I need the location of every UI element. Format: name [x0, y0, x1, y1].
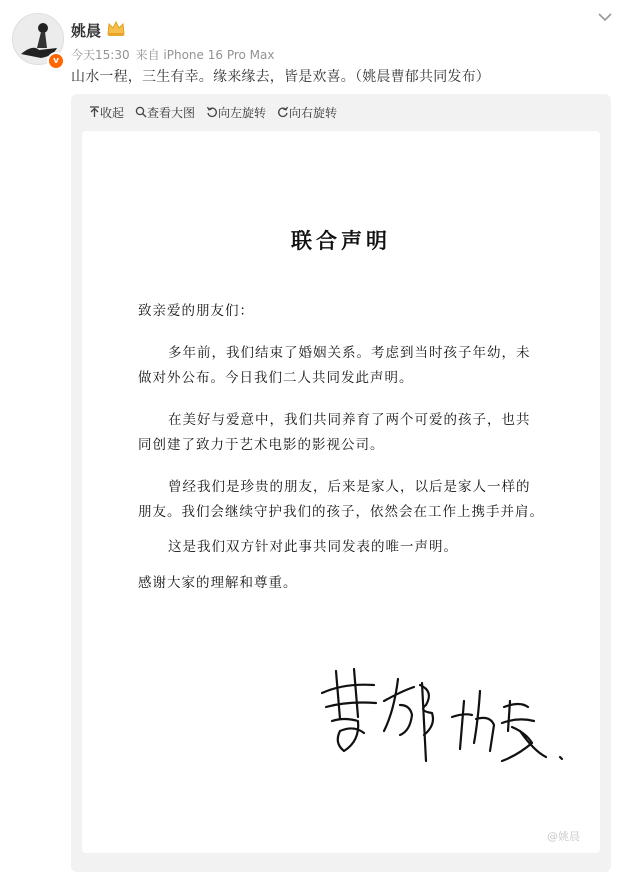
- image-toolbar: [89, 104, 348, 120]
- paragraph-1-line-2: 做对外公布。今日我们二人共同发此声明。: [138, 370, 414, 386]
- paragraph-1-line-1: 多年前，我们结束了婚姻关系。考虑到当时孩子年幼，未: [168, 345, 531, 361]
- zoom-icon: [135, 106, 147, 118]
- rotate-left-button[interactable]: [206, 104, 266, 120]
- statement-title: 联合声明: [291, 228, 391, 253]
- statement-image[interactable]: [82, 131, 600, 853]
- post-text: 山水一程，三生有幸。缘来缘去，皆是欢喜。（姚晨曹郁共同发布）: [71, 69, 490, 85]
- image-panel: [71, 94, 611, 872]
- chevron-down-icon[interactable]: [597, 10, 613, 24]
- rotate-right-button[interactable]: [277, 104, 337, 120]
- collapse-label: 收起: [100, 105, 125, 120]
- paragraph-5: 感谢大家的理解和尊重。: [138, 575, 298, 591]
- rotate-left-icon: [206, 106, 218, 118]
- rotate-right-label: 向右旋转: [289, 105, 338, 120]
- username[interactable]: 姚晨: [71, 22, 102, 40]
- paragraph-4: 这是我们双方针对此事共同发表的唯一声明。: [168, 539, 458, 555]
- post-meta: [71, 46, 280, 63]
- paragraph-3-line-1: 曾经我们是珍贵的朋友，后来是家人，以后是家人一样的: [168, 479, 531, 495]
- paragraph-3-line-2: 朋友。我们会继续守护我们的孩子，依然会在工作上携手并肩。: [138, 504, 544, 520]
- paragraph-2-line-2: 同创建了致力于艺术电影的影视公司。: [138, 437, 385, 453]
- handwritten-signature: [314, 661, 574, 771]
- statement-greeting: 致亲爱的朋友们：: [138, 303, 254, 319]
- view-large-button[interactable]: [135, 104, 195, 120]
- rotate-left-label: 向左旋转: [218, 105, 267, 120]
- verified-badge-icon: v: [47, 52, 65, 70]
- collapse-button[interactable]: [89, 104, 124, 120]
- paragraph-2-line-1: 在美好与爱意中，我们共同养育了两个可爱的孩子，也共: [168, 412, 531, 428]
- watermark: @姚晨: [547, 830, 580, 843]
- rotate-right-icon: [277, 106, 289, 118]
- view-large-label: 查看大图: [147, 105, 196, 120]
- crown-icon[interactable]: [106, 19, 126, 37]
- post-source: 来自 iPhone 16 Pro Max: [135, 48, 275, 62]
- collapse-icon: [89, 106, 100, 118]
- post-time[interactable]: 今天15:30: [71, 48, 130, 62]
